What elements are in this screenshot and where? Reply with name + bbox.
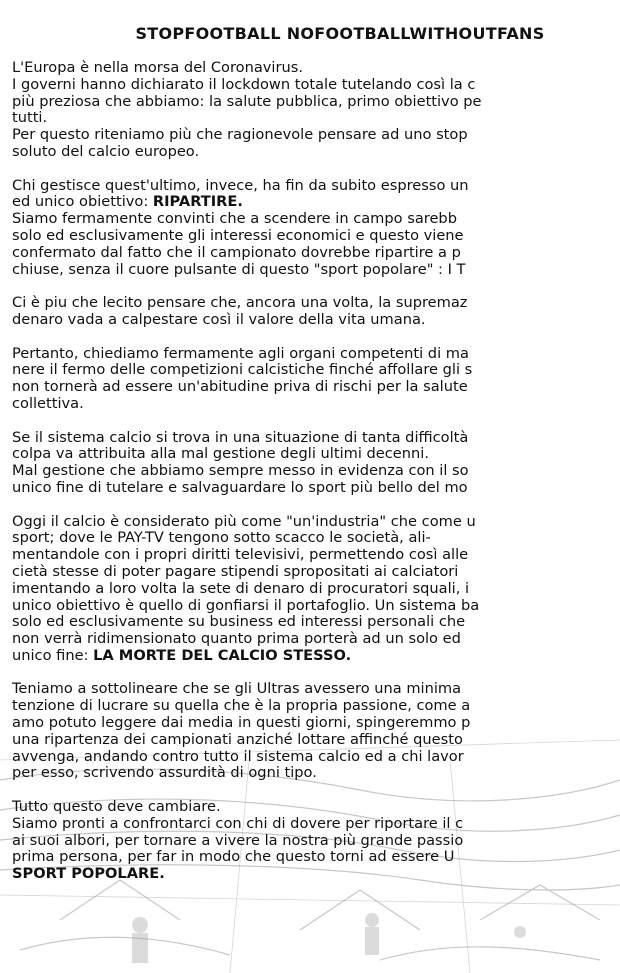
text-line: collettiva.: [12, 394, 84, 412]
text-line: avvenga, andando contro tutto il sistema calcio ed a chi lavor: [12, 747, 464, 765]
text-line-emphasis: [12, 866, 620, 883]
emphasis-morte-del-calcio: LA MORTE DEL CALCIO STESSO.: [93, 646, 352, 664]
text-line: prima persona, per far in modo che questo torni ad essere U: [12, 848, 455, 866]
text-line: unico obiettivo è quello di gonfiarsi il portafoglio. Un sistema ba: [12, 596, 480, 614]
text-line: cietà stesse di poter pagare stipendi spropositati ai calciatori: [12, 562, 459, 580]
paragraph-7: [12, 681, 620, 782]
paragraph-2: [12, 178, 620, 279]
text-line: solo ed esclusivamente gli interessi economici e questo viene: [12, 226, 464, 244]
text-line: confermato dal fatto che il campionato dovrebbe ripartire a p: [12, 243, 461, 261]
document-body: [12, 60, 620, 883]
text-line: L'Europa è nella morsa del Coronavirus.: [12, 59, 303, 76]
text-line-with-emphasis: [12, 194, 620, 211]
text-line: Tutto questo deve cambiare.: [12, 798, 221, 816]
text-line: Siamo pronti a confrontarci con chi di dovere per riportare il c: [12, 814, 464, 832]
text-line: Teniamo a sottolineare che se gli Ultras avessero una minima: [12, 680, 462, 698]
paragraph-5: [12, 430, 620, 497]
text-line: sport; dove le PAY-TV tengono sotto scacco le società, ali-: [12, 529, 431, 547]
paragraph-4: [12, 346, 620, 413]
text-line: I governi hanno dichiarato il lockdown totale tutelando così la c: [12, 75, 476, 93]
text-line: Siamo fermamente convinti che a scendere in campo sarebb: [12, 210, 457, 228]
text-line: solo ed esclusivamente su business ed interessi personali che: [12, 613, 466, 631]
text-line: ai suoi albori, per tornare a vivere la nostra più grande passio: [12, 831, 464, 849]
text-line: più preziosa che abbiamo: la salute pubblica, primo obiettivo pe: [12, 92, 482, 110]
text-line: tenzione di lucrare su quella che è la propria passione, come a: [12, 697, 471, 715]
text-line: Ci è piu che lecito pensare che, ancora una volta, la supremaz: [12, 294, 468, 312]
text-line: Mal gestione che abbiamo sempre messo in evidenza con il so: [12, 462, 469, 480]
paragraph-8: [12, 799, 620, 883]
paragraph-6: [12, 514, 620, 665]
text-line: nere il fermo delle competizioni calcistiche finché affollare gli s: [12, 361, 473, 379]
text-line: non verrà ridimensionato quanto prima porterà ad un solo ed: [12, 630, 461, 648]
text-line: Se il sistema calcio si trova in una situazione di tanta difficoltà: [12, 428, 469, 446]
text-line: una ripartenza dei campionati anziché lottare affinché questo: [12, 730, 463, 748]
text-line: amo potuto leggere dai media in questi giorni, spingeremmo p: [12, 714, 471, 732]
text-line: denaro vada a calpestare così il valore della vita umana.: [12, 310, 426, 328]
text-line: Chi gestisce quest'ultimo, invece, ha fin da subito espresso un: [12, 176, 469, 194]
text-line: unico fine di tutelare e salvaguardare lo sport più bello del mo: [12, 478, 468, 496]
text-line: per esso, scrivendo assurdità di ogni tipo.: [12, 764, 317, 782]
text-line: Oggi il calcio è considerato più come "un'industria" che come u: [12, 512, 476, 530]
page-title: STOPFOOTBALL NOFOOTBALLWITHOUTFANS: [135, 24, 545, 43]
text-line: colpa va attribuita alla mal gestione degli ultimi decenni.: [12, 445, 429, 463]
text-line: Per questo riteniamo più che ragionevole pensare ad uno stop: [12, 126, 468, 144]
text-line: mentandole con i propri diritti televisivi, permettendo così alle: [12, 546, 469, 564]
text-line: soluto del calcio europeo.: [12, 142, 200, 160]
text-line-with-emphasis: [12, 648, 620, 665]
text-segment: ed unico obiettivo:: [12, 193, 153, 211]
text-line: non tornerà ad essere un'abitudine priva di rischi per la salute: [12, 378, 468, 396]
text-line: imentando a loro volta la sete di denaro di procuratori squali, i: [12, 579, 470, 597]
emphasis-sport-popolare: SPORT POPOLARE.: [12, 865, 165, 883]
paragraph-1: [12, 60, 620, 161]
text-line: Pertanto, chiediamo fermamente agli organi competenti di ma: [12, 344, 469, 362]
text-line: chiuse, senza il cuore pulsante di questo "sport popolare" : I T: [12, 260, 466, 278]
text-segment: unico fine:: [12, 646, 94, 664]
text-line: tutti.: [12, 109, 48, 127]
paragraph-3: [12, 295, 620, 329]
emphasis-ripartire: RIPARTIRE.: [152, 193, 243, 211]
